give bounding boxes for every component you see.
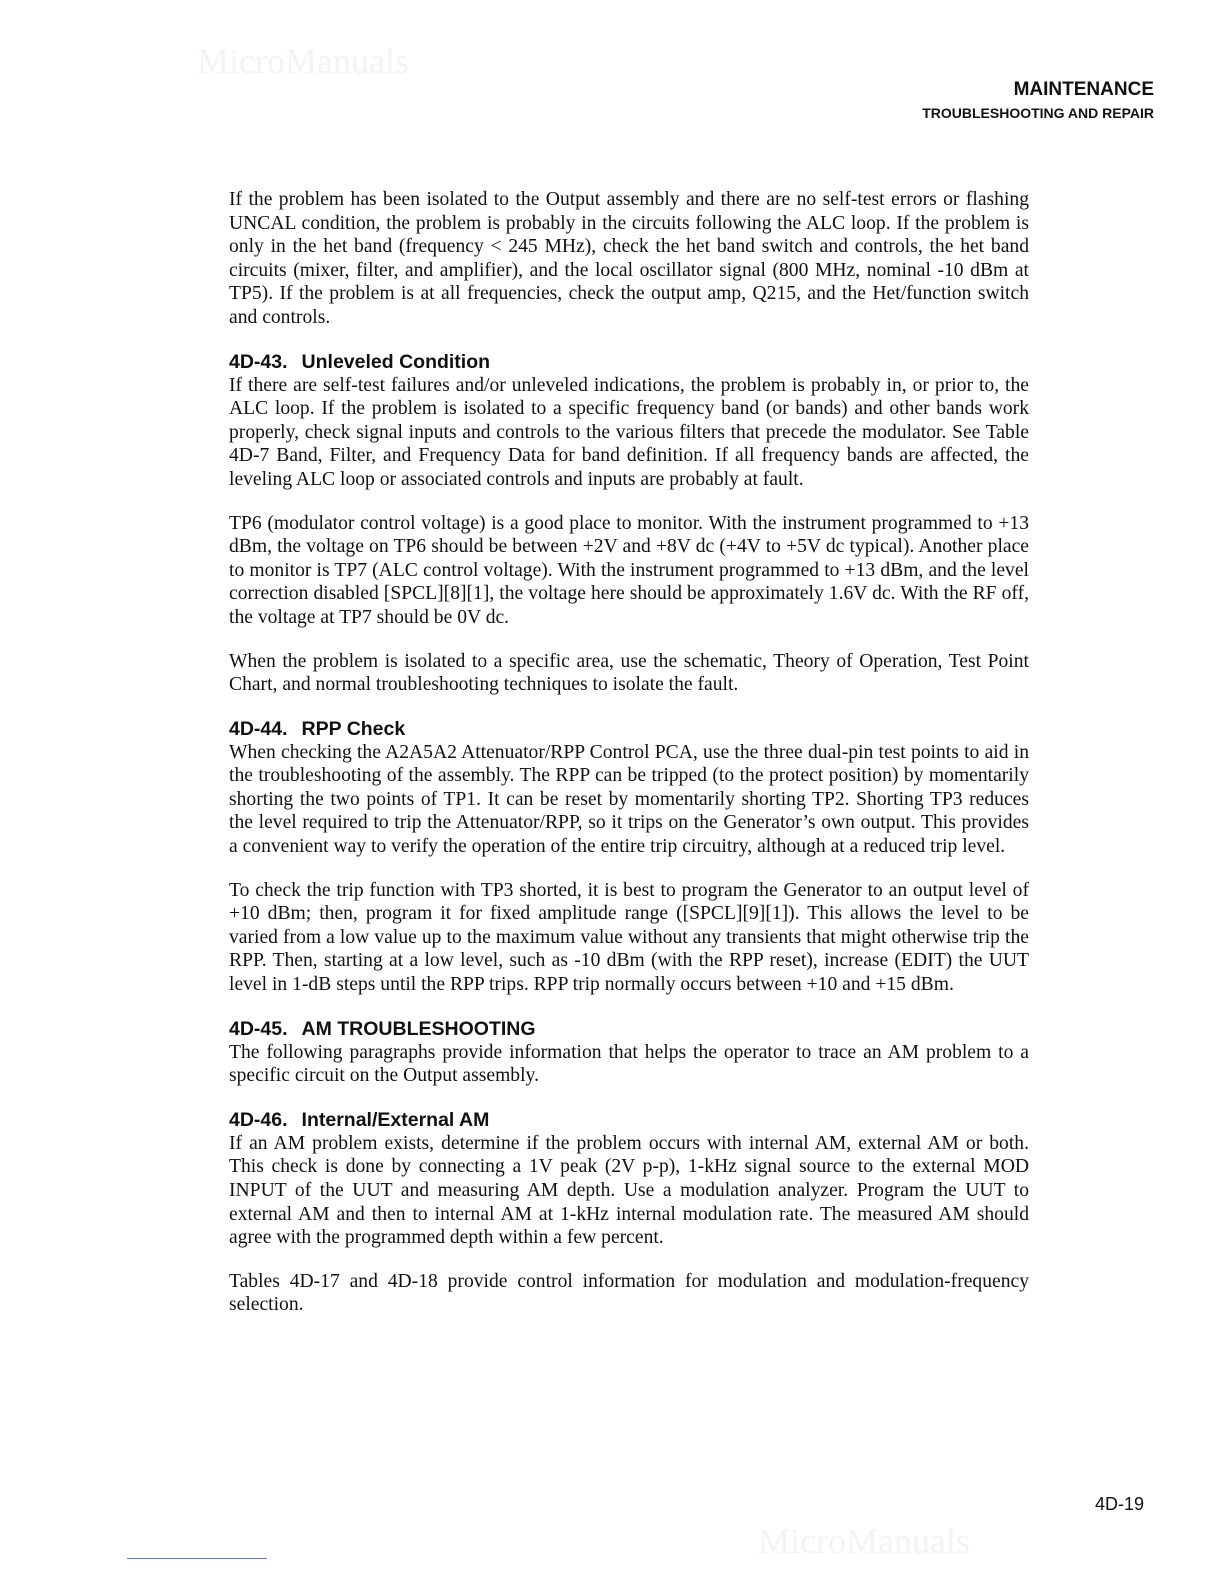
section-number: 4D-43.	[229, 350, 288, 373]
page-header	[922, 78, 1154, 124]
section-4d-43	[229, 350, 1029, 697]
section-4d-44	[229, 717, 1029, 997]
section-4d-46	[229, 1108, 1029, 1317]
header-title: MAINTENANCE	[1013, 79, 1154, 100]
section-heading	[229, 350, 1029, 374]
section-number: 4D-44.	[229, 717, 288, 740]
section-paragraph: The following paragraphs provide information that helps the operator to trace an AM problem to a specific circuit on the Output assembly.	[229, 1041, 1029, 1087]
section-heading	[229, 1017, 1029, 1041]
section-number: 4D-46.	[229, 1108, 288, 1131]
watermark-bottom: MicroManuals	[758, 1521, 970, 1561]
header-subtitle: TROUBLESHOOTING AND REPAIR	[922, 105, 1154, 121]
section-title: AM TROUBLESHOOTING	[301, 1017, 536, 1040]
footer-rule	[127, 1558, 267, 1559]
section-paragraph: TP6 (modulator control voltage) is a good place to monitor. With the instrument programmed to +13 dBm, the voltage on TP6 should be between +2V and +8V dc (+4V to +5V dc typical). Another place to monitor is TP7 (ALC control voltage). With the instrument programmed to +13 dBm, and the level correction disabled [SPCL][8][1], the voltage here should be approximately 1.6V dc. With the RF off, the voltage at TP7 should be 0V dc.	[229, 512, 1029, 628]
section-title: RPP Check	[301, 717, 406, 740]
section-4d-45	[229, 1017, 1029, 1088]
section-title: Unleveled Condition	[301, 350, 491, 373]
section-paragraph: If there are self-test failures and/or unleveled indications, the problem is probably in, or prior to, the ALC loop. If the problem is isolated to a specific frequency band (or bands) and other bands work properly, check signal inputs and controls to the various filters that precede the modulator. See Table 4D-7 Band, Filter, and Frequency Data for band definition. If all frequency bands are affected, the leveling ALC loop or associated controls and inputs are probably at fault.	[229, 374, 1029, 490]
section-paragraph: Tables 4D-17 and 4D-18 provide control information for modulation and modulation-frequency selection.	[229, 1270, 1029, 1316]
page-number: 4D-19	[1094, 1494, 1144, 1514]
watermark-top: MicroManuals	[197, 41, 409, 81]
section-paragraph: When the problem is isolated to a specific area, use the schematic, Theory of Operation, Test Point Chart, and normal troubleshooting techniques to isolate the fault.	[229, 650, 1029, 696]
section-title: Internal/External AM	[301, 1108, 490, 1131]
intro-paragraph: If the problem has been isolated to the Output assembly and there are no self-test errors or flashing UNCAL condition, the problem is probably in the circuits following the ALC loop. If the problem is only in the het band (frequency < 245 MHz), check the het band switch and controls, the het band circuits (mixer, filter, and amplifier), and the local oscillator signal (800 MHz, nominal -10 dBm at TP5). If the problem is at all frequencies, check the output amp, Q215, and the Het/function switch and controls.	[229, 189, 1029, 328]
section-heading	[229, 717, 1029, 741]
section-paragraph: When checking the A2A5A2 Attenuator/RPP Control PCA, use the three dual-pin test points to aid in the troubleshooting of the assembly. The RPP can be tripped (to the protect position) by momentarily shorting the two points of TP1. It can be reset by momentarily shorting TP2. Shorting TP3 reduces the level required to trip the Attenuator/RPP, so it trips on the Generator’s own output. This provides a convenient way to verify the operation of the entire trip circuitry, although at a reduced trip level.	[229, 741, 1029, 858]
section-paragraph: To check the trip function with TP3 shorted, it is best to program the Generator to an output level of +10 dBm; then, program it for fixed amplitude range ([SPCL][9][1]). This allows the level to be varied from a low value up to the maximum value without any transients that might otherwise trip the RPP. Then, starting at a low level, such as -10 dBm (with the RPP reset), increase (EDIT) the UUT level in 1-dB steps until the RPP trips. RPP trip normally occurs between +10 and +15 dBm.	[229, 879, 1029, 996]
section-heading	[229, 1108, 1029, 1132]
section-paragraph: If an AM problem exists, determine if the problem occurs with internal AM, external AM or both. This check is done by connecting a 1V peak (2V p-p), 1-kHz signal source to the external MOD INPUT of the UUT and measuring AM depth. Use a modulation analyzer. Program the UUT to external AM and then to internal AM at 1-kHz internal modulation rate. The measured AM should agree with the programmed depth within a few percent.	[229, 1132, 1029, 1249]
section-number: 4D-45.	[229, 1017, 288, 1040]
page-content	[229, 188, 1029, 1337]
